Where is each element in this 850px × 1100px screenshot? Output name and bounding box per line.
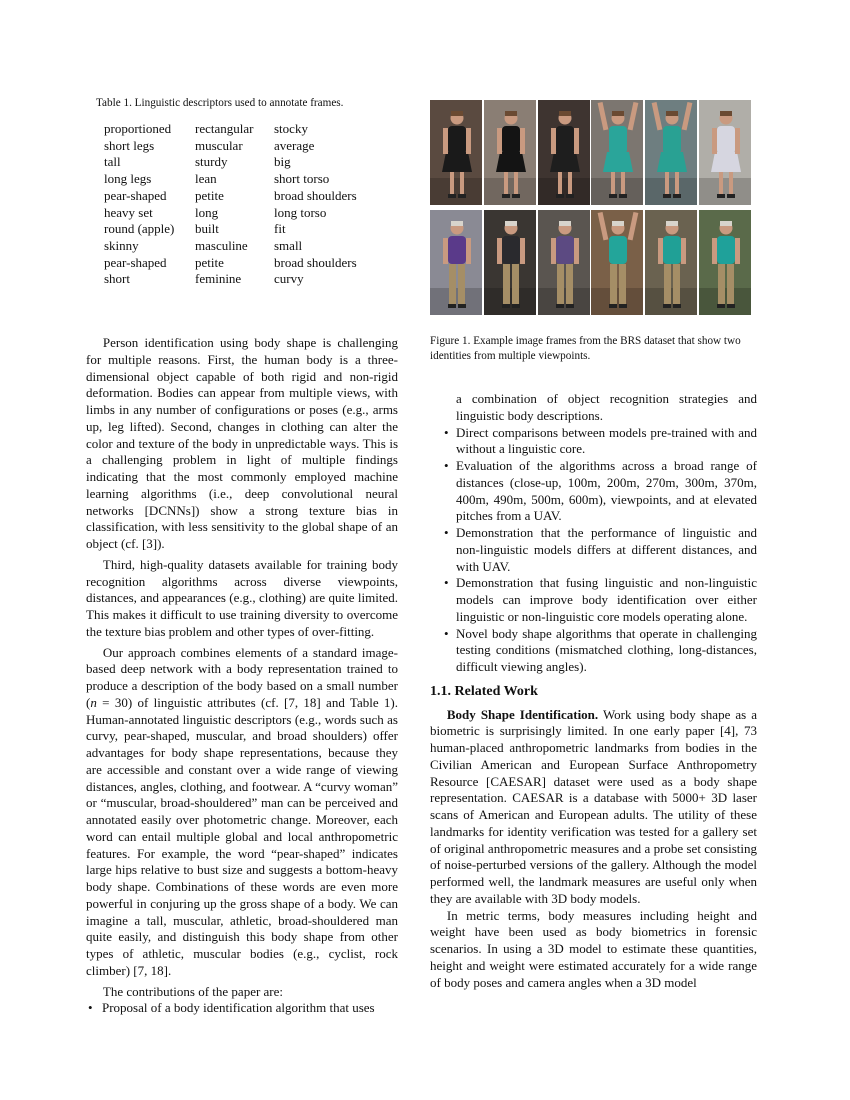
table-cell: muscular — [195, 137, 243, 153]
table-cell: average — [274, 137, 315, 153]
paragraph-body-shape-identification: Body Shape Identification. Work using body shape as a biometric is surprisingly limited. In one early paper [4], 73 human-placed anthropometric landmarks from bodies in the Civilian American and European Surface Anthropometry Resource [CAESAR] dataset were used as a body shape representation. CAESAR is a database with 5000+ 3D laser scans of American and European adults. The utility of these landmarks for identity verification was tested for a gallery set of original anthropometric measures and a probe set consisting of noise-perturbed versions of the gallery. Although the model performed well, the landmark measures are useful only when they are available with 3D body models. — [430, 706, 757, 906]
table-row — [104, 221, 357, 238]
table-cell: fit — [274, 221, 286, 237]
table-row — [104, 121, 357, 138]
image-frame — [430, 210, 482, 315]
table-cell: short legs — [104, 137, 155, 153]
table-cell: long torso — [274, 204, 327, 220]
list-item: • Demonstration that fusing linguistic and non-linguistic models can improve body identification over either linguistic or non-linguistic core models operating alone. — [444, 575, 757, 624]
figure-caption: Figure 1. Example image frames from the BRS dataset that show two identities from multiple viewpoints. — [430, 335, 741, 362]
table-cell: sturdy — [195, 154, 228, 170]
table-cell: round (apple) — [104, 221, 175, 237]
image-frame — [645, 210, 697, 315]
table-row — [104, 271, 357, 288]
table-cell: petite — [195, 254, 224, 270]
paragraph-metric-terms: In metric terms, body measures including height and weight have been used as body biometrics in forensic scenarios. In using a 3D model to estimate these quantities, height and weight were estimated accurately for a wide range of body poses and camera angles when a 3D model — [430, 907, 757, 990]
table-cell: big — [274, 154, 291, 170]
contributions-list — [430, 425, 757, 676]
table-cell: curvy — [274, 271, 304, 287]
table-cell: rectangular — [195, 121, 254, 136]
table-cell: masculine — [195, 237, 248, 253]
table-cell: pear-shaped — [104, 187, 167, 203]
paragraph-challenges: Person identification using body shape is challenging for multiple reasons. First, the human body is a three-dimensional object capable of both rigid and non-rigid deformation. Bodies can appear from multiple views, with limbs in any number of configurations or poses (e.g., arms up, leg lifted). Second, changes in clothing can alter the color and texture of the body in unpredictable ways. This is a challenging problem in light of multiple findings indicating that the most commonly employed machine learning algorithms (i.e., deep convolutional neural networks [DCNNs]) show a strong texture bias in classification, with less sensitivity to the global shape of an object (cf. [3]). — [86, 335, 398, 551]
section-heading-related-work: 1.1. Related Work — [430, 683, 538, 699]
table-cell: short torso — [274, 171, 330, 187]
table-cell: heavy set — [104, 204, 153, 220]
table-cell: short — [104, 271, 130, 287]
image-frame — [645, 100, 697, 205]
contributions-list-start — [86, 1000, 398, 1017]
table-cell: lean — [195, 171, 217, 187]
right-column — [430, 391, 757, 991]
paragraph-approach: Our approach combines elements of a standard image-based deep network with a body representation trained to produce a description of the body based on a small number (n = 30) of linguistic attributes (cf. [7, 18] and Table 1). Human-annotated linguistic descriptors (e.g., words such as curvy, pear-shaped, muscular, and broad shoulders) offer advantages for body shape representations, because they are accessible and constant over a wide range of viewing distances, angles, clothing, and footwear. A “curvy woman” or “muscular, broad-shouldered” man can be perceived and annotated easily over photometric change. Moreover, each word can entail multiple global and local anthropometric features. For example, the word “pear-shaped” indicates large hips relative to bust size and suggests a bottom-heavy body shape. Combinations of these words are even more powerful in conjuring up the gross shape of a body. We can imagine a tall, muscular, athletic, broad-shouldered man quite easily, and distinguish this body shape from other types of athletic, muscular bodies (e.g., cyclist, rock climber) [7, 18]. — [86, 644, 398, 978]
math-variable-n: n — [90, 694, 97, 710]
list-item: • Evaluation of the algorithms across a broad range of distances (close-up, 100m, 200m, 270m, 300m, 370m, 400m, 490m, 500m, 600m), viewpoints, and at elevated pitches from a UAV. — [444, 458, 757, 524]
bullet-continuation: a combination of object recognition strategies and linguistic body descriptions. — [456, 391, 757, 423]
image-frame — [538, 210, 590, 315]
descriptor-table-body — [104, 121, 357, 288]
table-row — [104, 238, 357, 255]
table-cell: feminine — [195, 271, 242, 287]
table-cell: tall — [104, 154, 121, 170]
table-row — [104, 138, 357, 155]
table-row — [104, 188, 357, 205]
bullet-mark: • — [88, 1000, 93, 1016]
image-frame — [591, 210, 643, 315]
table-row — [104, 205, 357, 222]
table-cell: stocky — [274, 121, 308, 136]
image-frame — [538, 100, 590, 205]
table-cell: broad shoulders — [274, 254, 357, 270]
image-frame — [484, 210, 536, 315]
list-item: • Proposal of a body identification algorithm that uses — [88, 1000, 375, 1016]
table-cell: skinny — [104, 237, 139, 253]
descriptor-table — [104, 121, 357, 288]
table-cell: long — [195, 204, 219, 220]
run-in-heading: Body Shape Identification. — [446, 706, 599, 722]
image-frame — [484, 100, 536, 205]
image-frame — [699, 100, 751, 205]
bullet-mark: • — [444, 458, 449, 473]
table-cell: built — [195, 221, 219, 237]
bullet-mark: • — [444, 625, 449, 641]
left-column — [86, 335, 398, 1017]
list-item: • Direct comparisons between models pre-trained with and without a linguistic core. — [444, 424, 757, 457]
image-frame — [591, 100, 643, 205]
bullet-mark: • — [444, 525, 449, 540]
image-frame — [699, 210, 751, 315]
table-cell: pear-shaped — [104, 254, 167, 270]
bullet-mark: • — [444, 575, 449, 591]
table-cell: broad shoulders — [274, 187, 357, 203]
table-cell: long legs — [104, 171, 152, 187]
list-item: • Demonstration that the performance of linguistic and non-linguistic models differs at different distances, and with UAV. — [444, 525, 757, 574]
figure-image-grid — [430, 100, 751, 316]
table-caption: Table 1. Linguistic descriptors used to annotate frames. — [96, 97, 344, 109]
paragraph-datasets: Third, high-quality datasets available for training body recognition algorithms across diverse viewpoints, distances, and appearances (e.g., clothing) are quite limited. This makes it difficult to use training diversity to overcome the texture bias problem and other types of over-fitting. — [86, 556, 398, 639]
table-row — [104, 255, 357, 272]
table-cell: petite — [195, 187, 224, 203]
table-cell: small — [274, 237, 303, 253]
bullet-mark: • — [444, 424, 449, 440]
paragraph-contributions-intro: The contributions of the paper are: — [102, 983, 284, 999]
image-frame — [430, 100, 482, 205]
table-cell: proportioned — [104, 121, 172, 136]
list-item: • Novel body shape algorithms that operate in challenging testing conditions (mismatched clothing, long-distances, difficult viewing angles). — [444, 625, 757, 674]
table-row — [104, 171, 357, 188]
table-row — [104, 154, 357, 171]
